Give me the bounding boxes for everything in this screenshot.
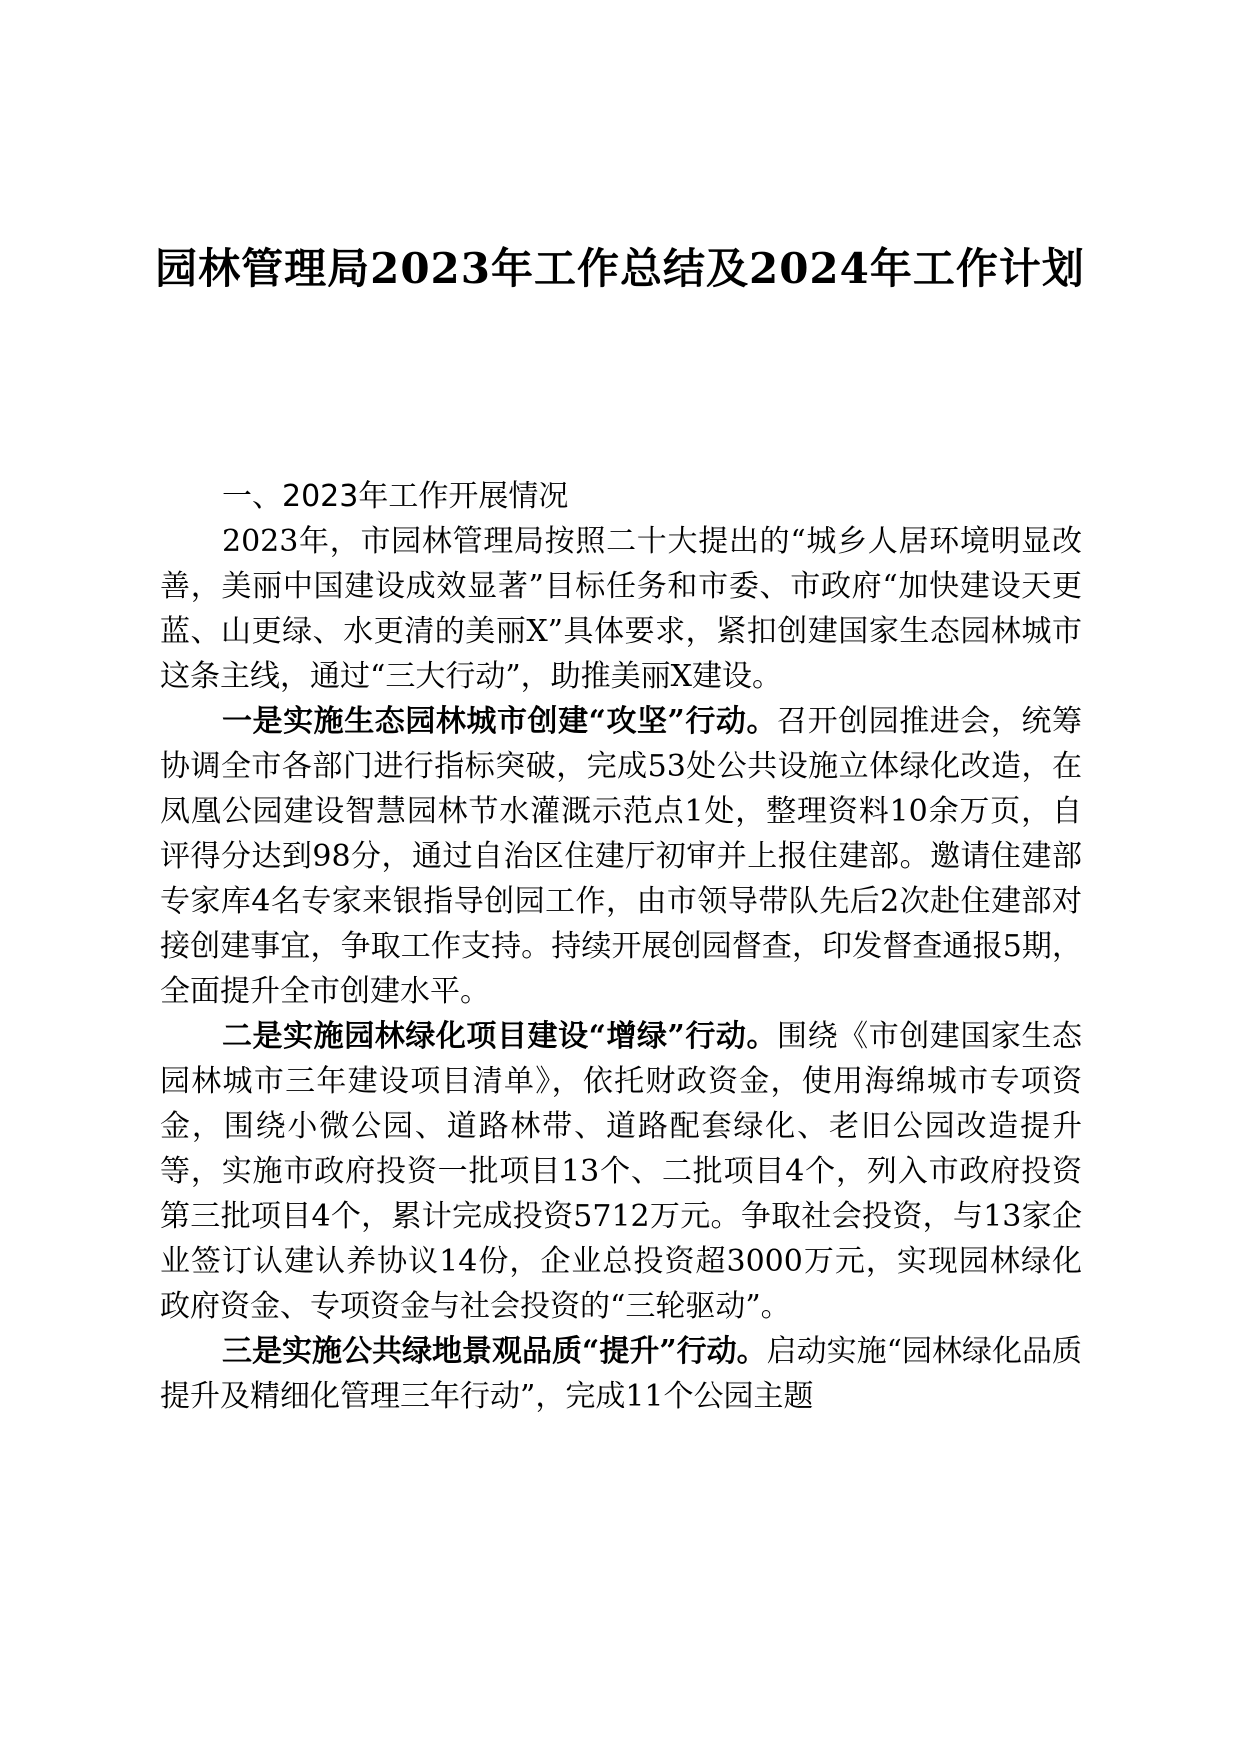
work-item-body-1: 召开创园推进会，统筹协调全市各部门进行指标突破，完成53处公共设施立体绿化改造，在凤凰公园建设智慧园林节水灌溉示范点1处，整理资料10余万页，自评得分达到98分，通过自治区住建厅初审并上报住建部。邀请住建部专家库4名专家来银指导创园工作，由市领导带队先后2次赴住建部对接创建事宜，争取工作支持。持续开展创园督查，印发督查通报5期，全面提升全市创建水平。 (160, 704, 1083, 1009)
work-item-lead-3: 三是实施公共绿地景观品质“提升”行动。 (222, 1334, 767, 1369)
work-item-paragraph-1 (160, 699, 1082, 1014)
document-body (160, 474, 1082, 1419)
work-item-paragraph-3 (160, 1329, 1082, 1419)
intro-paragraph: 2023年，市园林管理局按照二十大提出的“城乡人居环境明显改善，美丽中国建设成效显著”目标任务和市委、市政府“加快建设天更蓝、山更绿、水更清的美丽X”具体要求，紧扣创建国家生态园林城市这条主线，通过“三大行动”，助推美丽X建设。 (160, 524, 1082, 694)
work-item-lead-1: 一是实施生态园林城市创建“攻坚”行动。 (222, 704, 778, 739)
work-item-body-2: 围绕《市创建国家生态园林城市三年建设项目清单》，依托财政资金，使用海绵城市专项资金，围绕小微公园、道路林带、道路配套绿化、老旧公园改造提升等，实施市政府投资一批项目13个、二批项目4个，列入市政府投资第三批项目4个，累计完成投资5712万元。争取社会投资，与13家企业签订认建认养协议14份，企业总投资超3000万元，实现园林绿化政府资金、专项资金与社会投资的“三轮驱动”。 (160, 1019, 1083, 1324)
section-heading: 一、2023年工作开展情况 (222, 479, 569, 514)
work-item-lead-2: 二是实施园林绿化项目建设“增绿”行动。 (222, 1019, 778, 1054)
work-item-paragraph-2 (160, 1014, 1082, 1329)
work-item-body-3: 启动实施“园林绿化品质提升及精细化管理三年行动”，完成11个公园主题 (160, 1334, 1082, 1414)
document-title: 园林管理局2023年工作总结及2024年工作计划 (155, 244, 1085, 293)
